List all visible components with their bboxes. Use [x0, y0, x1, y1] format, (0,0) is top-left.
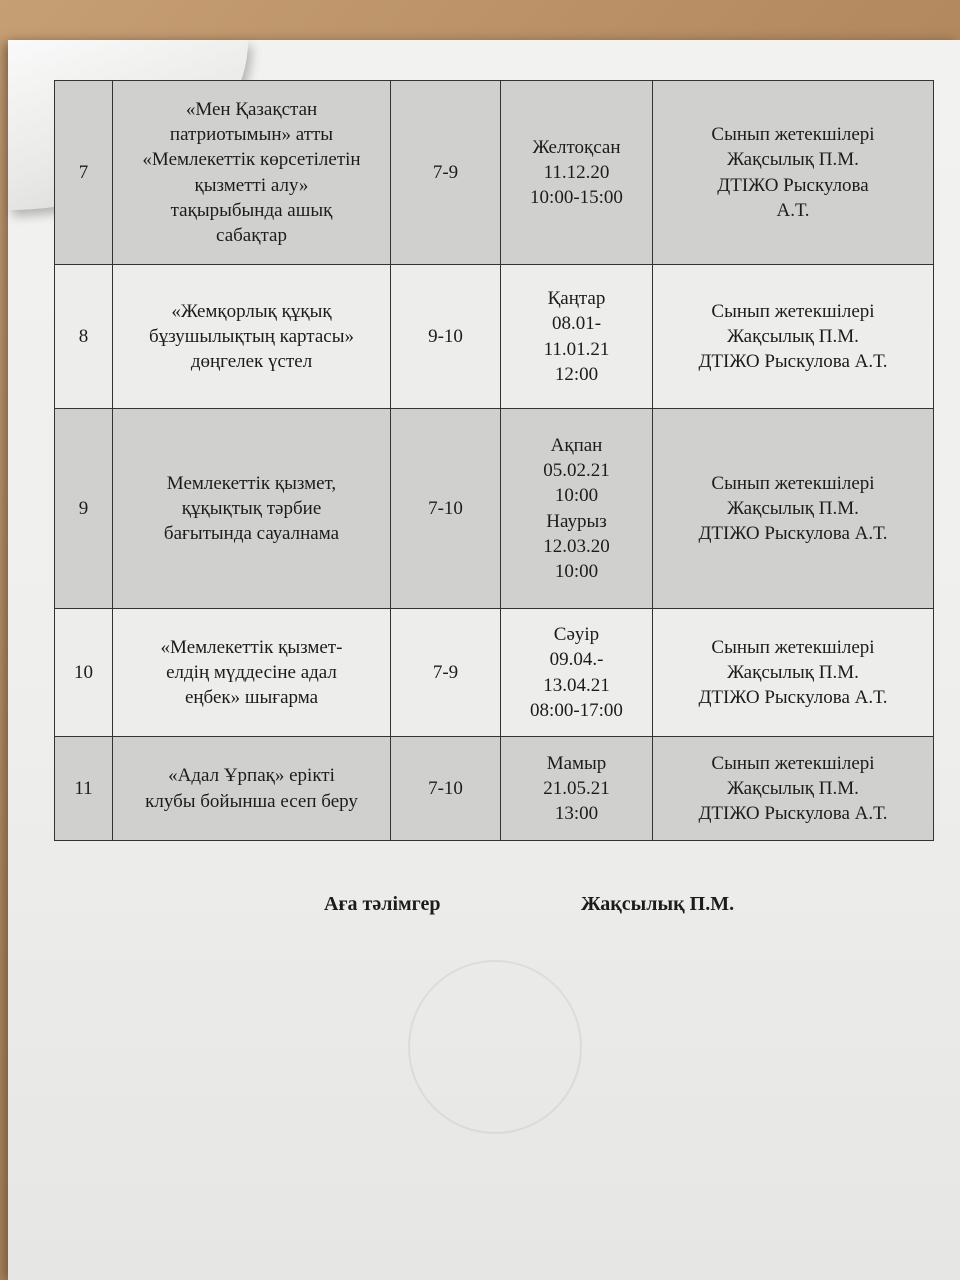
responsible-line: Жақсылық П.М.	[727, 325, 859, 347]
responsible-line: ДТІЖО Рыскулова А.Т.	[698, 687, 888, 709]
date-line: Қаңтар	[547, 288, 606, 310]
event-line: бағытында сауалнама	[163, 523, 340, 545]
event-title	[113, 265, 391, 409]
grades-cell: 7-10	[391, 737, 501, 841]
event-line: «Мемлекеттік көрсетілетін	[142, 149, 361, 171]
responsible-cell	[653, 609, 934, 737]
date-line: 10:00	[554, 485, 599, 507]
event-line: клубы бойынша есеп беру	[145, 790, 358, 812]
signature-name: Жақсылық П.М.	[581, 893, 735, 915]
row-number: 11	[55, 737, 113, 841]
responsible-line: Сынып жетекшілері	[711, 636, 875, 658]
event-line: тақырыбында ашық	[170, 199, 333, 221]
faded-stamp	[408, 960, 582, 1134]
date-cell	[501, 409, 653, 609]
date-line: 08:00-17:00	[530, 699, 623, 721]
date-cell	[501, 737, 653, 841]
responsible-line: ДТІЖО Рыскулова А.Т.	[698, 523, 888, 545]
event-line: елдің мүддесіне адал	[166, 661, 337, 683]
responsible-cell	[653, 737, 934, 841]
date-line: 12.03.20	[543, 535, 610, 557]
responsible-cell	[653, 265, 934, 409]
date-line: 13.04.21	[543, 674, 610, 696]
event-line: Мемлекеттік қызмет,	[166, 472, 337, 494]
date-cell	[501, 81, 653, 265]
grades-cell: 9-10	[391, 265, 501, 409]
events-table	[54, 80, 934, 841]
responsible-line: ДТІЖО Рыскулова А.Т.	[698, 351, 888, 373]
date-line: 10:00-15:00	[530, 187, 623, 209]
event-line: патриотымын» атты	[169, 124, 334, 146]
responsible-line: А.Т.	[776, 199, 810, 221]
responsible-line: ДТІЖО Рыскулова А.Т.	[698, 803, 888, 825]
row-number: 10	[55, 609, 113, 737]
table-row	[55, 265, 934, 409]
date-line: 08.01-	[551, 313, 602, 335]
date-line: 21.05.21	[543, 777, 610, 799]
date-cell	[501, 609, 653, 737]
event-line: бұзушылықтың картасы»	[149, 325, 354, 347]
event-line: «Адал Ұрпақ» ерікті	[168, 765, 335, 787]
responsible-line: ДТІЖО Рыскулова	[717, 174, 869, 196]
date-line: 11.01.21	[543, 338, 610, 360]
date-line: Наурыз	[546, 510, 607, 532]
date-line: 10:00	[554, 560, 599, 582]
responsible-line: Сынып жетекшілері	[711, 752, 875, 774]
event-line: қызметті алу»	[194, 174, 309, 196]
table-row	[55, 737, 934, 841]
responsible-line: Жақсылық П.М.	[727, 661, 859, 683]
event-line: дөңгелек үстел	[190, 351, 313, 373]
date-line: 09.04.-	[549, 649, 604, 671]
table-row	[55, 81, 934, 265]
row-number: 9	[55, 409, 113, 609]
event-line: «Мемлекеттік қызмет-	[160, 636, 343, 658]
event-line: құқықтық тәрбие	[181, 497, 322, 519]
date-line: 12:00	[554, 363, 599, 385]
responsible-line: Жақсылық П.М.	[727, 497, 859, 519]
event-title	[113, 409, 391, 609]
responsible-line: Сынып жетекшілері	[711, 472, 875, 494]
responsible-line: Жақсылық П.М.	[727, 149, 859, 171]
event-line: «Мен Қазақстан	[185, 99, 318, 121]
event-title	[113, 81, 391, 265]
responsible-cell	[653, 81, 934, 265]
grades-cell: 7-9	[391, 81, 501, 265]
date-line: 13:00	[554, 803, 599, 825]
responsible-line: Жақсылық П.М.	[727, 777, 859, 799]
row-number: 7	[55, 81, 113, 265]
responsible-cell	[653, 409, 934, 609]
date-line: 11.12.20	[543, 161, 610, 183]
responsible-line: Сынып жетекшілері	[711, 124, 875, 146]
date-line: 05.02.21	[543, 460, 610, 482]
event-line: сабақтар	[216, 224, 287, 246]
date-line: Ақпан	[550, 435, 603, 457]
table-row	[55, 609, 934, 737]
date-cell	[501, 265, 653, 409]
grades-cell: 7-9	[391, 609, 501, 737]
table-row	[55, 409, 934, 609]
event-line: «Жемқорлық құқық	[171, 300, 332, 322]
signature-role: Аға тәлімгер	[324, 893, 441, 915]
responsible-line: Сынып жетекшілері	[711, 300, 875, 322]
event-line: еңбек» шығарма	[184, 687, 319, 709]
event-title	[113, 609, 391, 737]
row-number: 8	[55, 265, 113, 409]
date-line: Мамыр	[546, 752, 607, 774]
event-title	[113, 737, 391, 841]
grades-cell: 7-10	[391, 409, 501, 609]
date-line: Желтоқсан	[532, 136, 621, 158]
date-line: Сәуір	[553, 624, 600, 646]
